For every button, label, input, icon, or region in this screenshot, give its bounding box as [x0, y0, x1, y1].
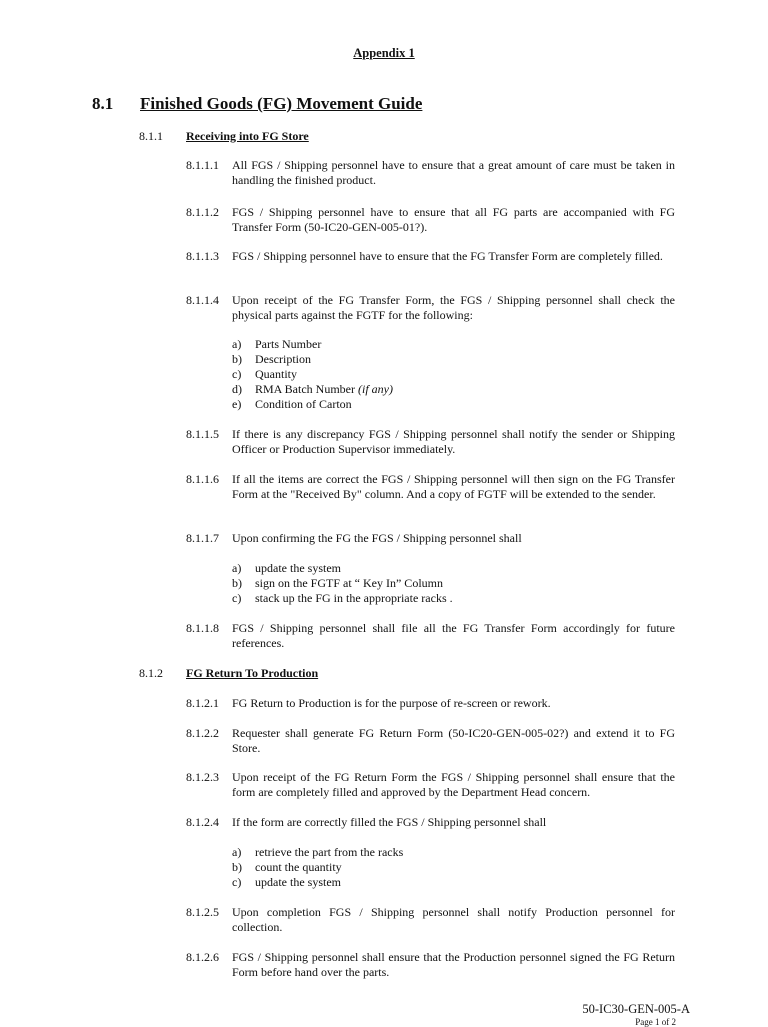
paragraph-text: If all the items are correct the FGS / Shipping personnel will then sign on the FG Transfer Form at the "Received By" column. And a copy of FGTF will be extended to the sender. [232, 472, 675, 501]
subsection-title: FG Return To Production [186, 666, 319, 680]
list-letter: b) [232, 860, 242, 874]
list-letter: a) [232, 845, 242, 859]
paragraph-number: 8.1.1.1 [186, 158, 219, 172]
list-letter: b) [232, 576, 242, 590]
paragraph-number: 8.1.1.6 [186, 472, 219, 486]
paragraph-number: 8.1.1.2 [186, 205, 219, 219]
section-number: 8.1 [92, 94, 114, 113]
list-item: update the system [255, 875, 341, 889]
paragraph-text: Requester shall generate FG Return Form (50-IC20-GEN-005-02?) and extend it to FG Store. [232, 726, 675, 755]
paragraph-text: FGS / Shipping personnel shall ensure that the Production personnel signed the FG Return Form before hand over the parts. [232, 950, 675, 979]
list-letter: a) [232, 561, 242, 575]
paragraph-text: FGS / Shipping personnel shall file all the FG Transfer Form accordingly for future references. [232, 621, 675, 650]
paragraph-number: 8.1.1.3 [186, 249, 219, 263]
paragraph-text: Upon receipt of the FG Return Form the FGS / Shipping personnel shall ensure that the form are completely filled and approved by the Department Head concern. [232, 770, 675, 799]
subsection-title: Receiving into FG Store [186, 129, 309, 143]
paragraph-number: 8.1.1.4 [186, 293, 219, 307]
list-letter: b) [232, 352, 242, 366]
list-letter: a) [232, 337, 242, 351]
list-item: Parts Number [255, 337, 322, 351]
subsection-number: 8.1.1 [139, 129, 163, 143]
document-code: 50-IC30-GEN-005-A [582, 1002, 690, 1016]
paragraph-text: FGS / Shipping personnel have to ensure that all FG parts are accompanied with FG Transfer Form (50-IC20-GEN-005-01?). [232, 205, 675, 234]
paragraph-text: If the form are correctly filled the FGS / Shipping personnel shall [232, 815, 547, 829]
paragraph-text: All FGS / Shipping personnel have to ensure that a great amount of care must be taken in handling the finished product. [232, 158, 675, 187]
list-item: Description [255, 352, 311, 366]
paragraph-number: 8.1.2.6 [186, 950, 219, 964]
paragraph-text: Upon completion FGS / Shipping personnel shall notify Production personnel for collection. [232, 905, 675, 934]
paragraph-number: 8.1.1.8 [186, 621, 219, 635]
list-item: retrieve the part from the racks [255, 845, 404, 859]
list-letter: c) [232, 367, 242, 381]
list-letter: c) [232, 591, 242, 605]
list-item: count the quantity [255, 860, 342, 874]
list-item [255, 382, 393, 397]
section-title: Finished Goods (FG) Movement Guide [140, 94, 423, 113]
list-item: stack up the FG in the appropriate racks . [255, 591, 453, 605]
paragraph-text: Upon receipt of the FG Transfer Form, the FGS / Shipping personnel shall check the physical parts against the FGTF for the following: [232, 293, 675, 322]
paragraph-text: FG Return to Production is for the purpose of re-screen or rework. [232, 696, 551, 710]
paragraph-text: FGS / Shipping personnel have to ensure that the FG Transfer Form are completely filled. [232, 249, 663, 263]
paragraph-number: 8.1.2.2 [186, 726, 219, 740]
list-letter: d) [232, 382, 242, 396]
list-item: sign on the FGTF at “ Key In” Column [255, 576, 443, 590]
paragraph-text: Upon confirming the FG the FGS / Shipping personnel shall [232, 531, 522, 545]
paragraph-text: If there is any discrepancy FGS / Shipping personnel shall notify the sender or Shipping Officer or Production Supervisor immediately. [232, 427, 675, 456]
paragraph-number: 8.1.2.3 [186, 770, 219, 784]
list-item: update the system [255, 561, 341, 575]
subsection-number: 8.1.2 [139, 666, 163, 680]
paragraph-number: 8.1.2.4 [186, 815, 219, 829]
list-item-note: (if any) [358, 382, 393, 396]
paragraph-number: 8.1.2.5 [186, 905, 219, 919]
list-letter: e) [232, 397, 242, 411]
list-letter: c) [232, 875, 242, 889]
page-number: Page 1 of 2 [635, 1017, 676, 1027]
list-item-text: RMA Batch Number [255, 382, 355, 396]
list-item: Quantity [255, 367, 297, 381]
paragraph-number: 8.1.1.7 [186, 531, 219, 545]
paragraph-number: 8.1.2.1 [186, 696, 219, 710]
paragraph-number: 8.1.1.5 [186, 427, 219, 441]
appendix-heading: Appendix 1 [353, 46, 415, 60]
list-item: Condition of Carton [255, 397, 352, 411]
